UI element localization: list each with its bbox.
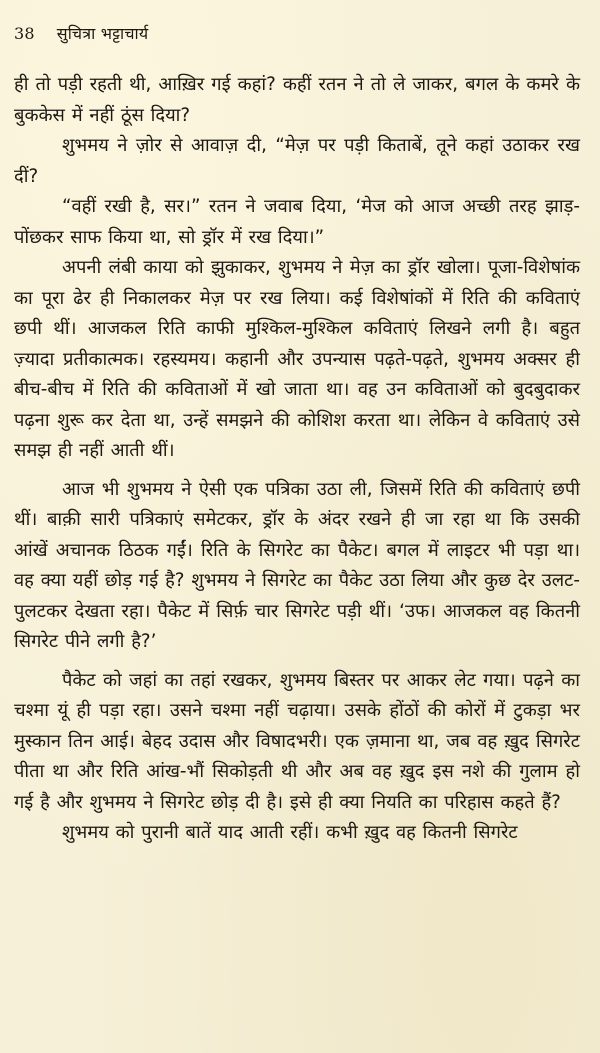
paragraph: शुभमय को पुरानी बातें याद आती रहीं। कभी ख़ुद वह कितनी सिगरेट [62,822,518,843]
paragraph-continued: ही तो पड़ी रहती थी, आख़िर गई कहां? कहीं रतन ने तो ले जाकर, बगल के कमरे के बुककेस में नहीं ठूंस दिया? [14,74,580,126]
paragraph: शुभमय ने ज़ोर से आवाज़ दी, “मेज़ पर पड़ी किताबें, तूने कहां उठाकर रख दीं? [14,135,580,187]
paragraph: अपनी लंबी काया को झुकाकर, शुभमय ने मेज़ का ड्रॉर खोला। पूजा-विशेषांक का पूरा ढेर ही निकालकर मेज़ पर रख लिया। कई विशेषांकों में रिति की कविताएं छपी थीं। आजकल रिति काफी मुश्किल-मुश्किल कविताएं लिखने लगी है। बहुत ज़्यादा प्रतीकात्मक। रहस्यमय। कहानी और उपन्यास पढ़ते-पढ़ते, शुभमय अक्सर ही बीच-बीच में रिति की कविताओं में खो जाता था। वह उन कविताओं को बुदबुदाकर पढ़ना शुरू कर देता था, उन्हें समझने की कोशिश करता था। लेकिन वे कविताएं उसे समझ ही नहीं आती थीं। [14,257,580,461]
paragraph: पैकेट को जहां का तहां रखकर, शुभमय बिस्तर पर आकर लेट गया। पढ़ने का चश्मा यूं ही पड़ा रहा। उसने चश्मा नहीं चढ़ाया। उसके होंठों की कोरों में टुकड़ा भर मुस्कान तिन आई। बेहद उदास और विषादभरी। एक ज़माना था, जब वह ख़ुद सिगरेट पीता था और रिति आंख-भौं सिकोड़ती थी और अब वह ख़ुद इस नशे की गुलाम हो गई है और शुभमय ने सिगरेट छोड़ दी है। इसे ही क्या नियति का परिहास कहते हैं? [14,669,580,813]
running-title: सुचित्रा भट्टाचार्य [56,24,149,43]
page-header [14,22,580,56]
paragraph: “वहीं रखी है, सर।” रतन ने जवाब दिया, ‘मेज को आज अच्छी तरह झाड़-पोंछकर साफ किया था, सो ड्रॉर में रख दिया।” [14,196,580,248]
page-number: 38 [14,24,35,43]
paragraph: आज भी शुभमय ने ऐसी एक पत्रिका उठा ली, जिसमें रिति की कविताएं छपी थीं। बाक़ी सारी पत्रिकाएं समेटकर, ड्रॉर के अंदर रखने ही जा रहा था कि उसकी आंखें अचानक ठिठक गईं। रिति के सिगरेट का पैकेट। बगल में लाइटर भी पड़ा था। वह क्या यहीं छोड़ गई है? शुभमय ने सिगरेट का पैकेट उठा लिया और कुछ देर उलट-पुलटकर देखता रहा। पैकेट में सिर्फ़ चार सिगरेट पड़ी थीं। ‘उफ। आजकल वह कितनी सिगरेट पीने लगी है?’ [14,478,580,652]
page-body [14,70,580,849]
